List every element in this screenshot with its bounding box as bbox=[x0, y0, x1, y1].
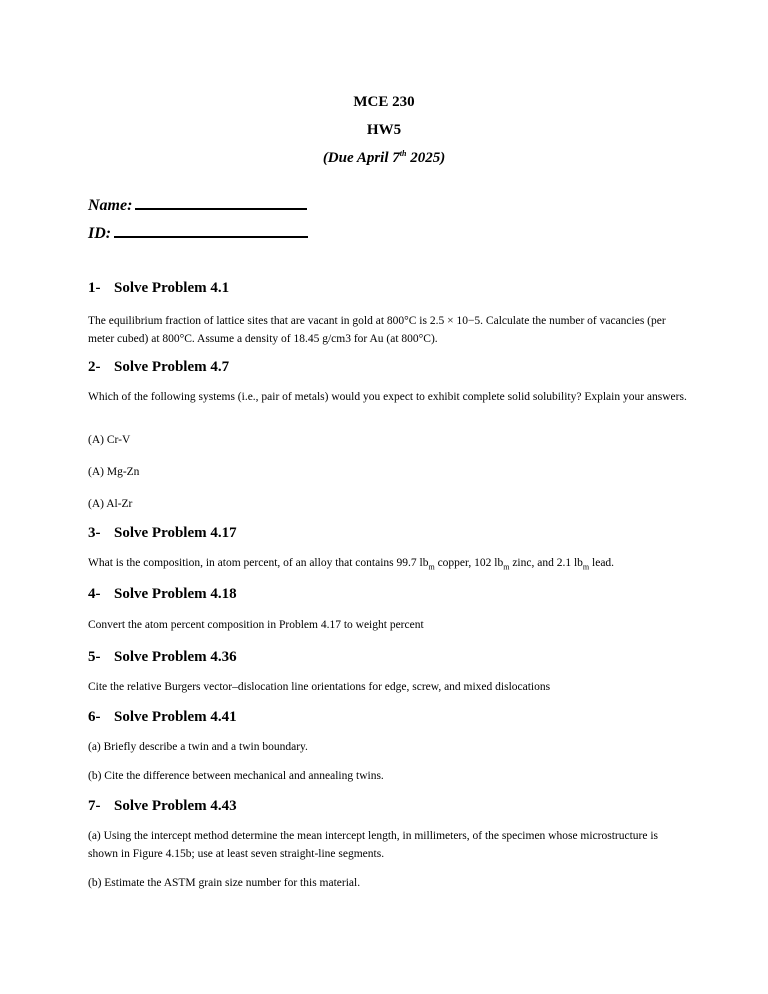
problem-2-option-c: (A) Al-Zr bbox=[88, 498, 133, 510]
problem-2-heading: 2- Solve Problem 4.7 bbox=[88, 359, 230, 375]
name-field bbox=[88, 194, 307, 216]
course-title: MCE 230 bbox=[353, 94, 415, 110]
id-field bbox=[88, 222, 308, 244]
name-label: Name: bbox=[88, 197, 133, 214]
problem-4-text: Convert the atom percent composition in Problem 4.17 to weight percent bbox=[88, 619, 424, 631]
problem-6-part-a: (a) Briefly describe a twin and a twin boundary. bbox=[88, 741, 308, 753]
problem-5-heading: 5- Solve Problem 4.36 bbox=[88, 649, 237, 665]
id-label: ID: bbox=[88, 225, 112, 242]
problem-3-text: What is the composition, in atom percent, of an alloy that contains 99.7 $lb_m$ copper, 102 $lb_m$ zinc, and 2.1 $lb_m$ lead. bbox=[88, 557, 615, 572]
problem-7-part-b: (b) Estimate the ASTM grain size number for this material. bbox=[88, 877, 361, 889]
due-date: (Due April 7th 2025) bbox=[322, 149, 446, 166]
problem-2-option-a: (A) Cr-V bbox=[88, 434, 131, 446]
problem-2-option-b: (A) Mg-Zn bbox=[88, 466, 140, 478]
name-blank-line bbox=[135, 194, 307, 210]
problem-1-text: The equilibrium fraction of lattice sites that are vacant in gold at 800°C is 2.5 × 10−5. Calculate the number of vacancies (per meter cubed) at 800°C. Assume a density of 18.45 g/cm3 for Au (at 800°C). bbox=[88, 315, 666, 345]
problem-6-part-b: (b) Cite the difference between mechanical and annealing twins. bbox=[88, 770, 384, 782]
problem-7-part-a: (a) Using the intercept method determine the mean intercept length, in millimeters, of the specimen whose microstructure is shown in Figure 4.15b; use at least seven straight-line segments. bbox=[88, 830, 659, 860]
homework-title: HW5 bbox=[366, 122, 402, 138]
problem-3-heading: 3- Solve Problem 4.17 bbox=[88, 525, 237, 541]
problem-4-heading: 4- Solve Problem 4.18 bbox=[88, 586, 237, 602]
problem-2-text: Which of the following systems (i.e., pair of metals) would you expect to exhibit complete solid solubility? Explain your answers. bbox=[88, 391, 687, 403]
id-blank-line bbox=[114, 222, 308, 238]
problem-1-heading: 1- Solve Problem 4.1 bbox=[88, 280, 230, 296]
problem-6-heading: 6- Solve Problem 4.41 bbox=[88, 709, 237, 725]
problem-7-heading: 7- Solve Problem 4.43 bbox=[88, 798, 237, 814]
problem-5-text: Cite the relative Burgers vector–dislocation line orientations for edge, screw, and mixed dislocations bbox=[88, 681, 551, 693]
